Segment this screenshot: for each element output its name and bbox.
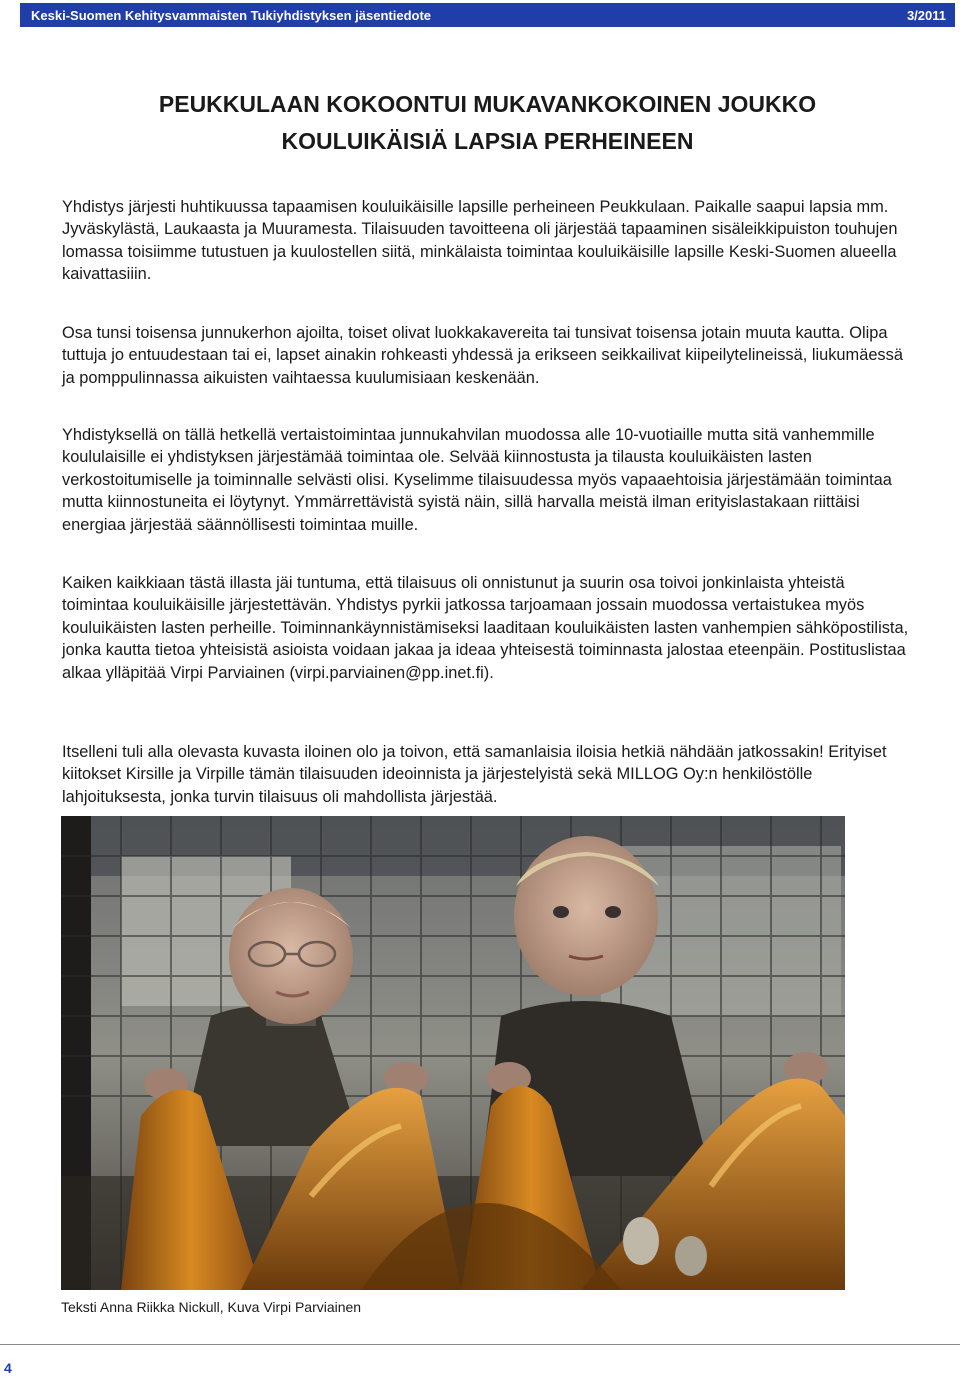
article-title-line-1: PEUKKULAAN KOKOONTUI MUKAVANKOKOINEN JOUKKO — [158, 91, 817, 117]
article-paragraph-5: Itselleni tuli alla olevasta kuvasta iloinen olo ja toivon, että samanlaisia iloisia hetkiä nähdään jatkossakin! Erityiset kiitokset Kirsille ja Virpille tämän tilaisuuden ideoinnista ja järjestelyistä sekä MILLOG Oy:n henkilöstölle lahjoituksesta, jonka turvin tilaisuus oli mahdollista järjestää. — [62, 743, 887, 806]
article-paragraph-4: Kaiken kaikkiaan tästä illasta jäi tuntuma, että tilaisuus oli onnistunut ja suurin osa toivoi jonkinlaista yhteistä toimintaa kouluikäisille järjestettävän. Yhdistys pyrkii jatkossa tarjoamaan jossain muodossa vertaistukea myös kouluikäisten lasten perheille. Toiminnankäynnistämiseksi laaditaan kouluikäisten lasten vanhempien sähköpostilista, jonka kautta tietoa yhteisistä asioista voidaan jakaa ja ideaa yhteisestä toiminnasta jalostaa eteenpäin. Postituslistaa alkaa ylläpitää Virpi Parviainen (virpi.parviainen@pp.inet.fi). — [62, 574, 909, 682]
article-photo — [61, 816, 845, 1290]
footer-divider — [0, 1344, 960, 1345]
page-number: 4 — [4, 1360, 12, 1376]
newsletter-header-bar — [20, 3, 955, 27]
article-paragraph-2: Osa tunsi toisensa junnukerhon ajoilta, toiset olivat luokkakavereita tai tunsivat toisensa jotain muuta kautta. Olipa tuttuja jo entuudestaan tai ei, lapset ainakin rohkeasti yhdessä ja erikseen seikkailivat kiipeilytelineissä, liukumäessä ja pomppulinnassa aikuisten vaihtaessa kuulumisiaan keskenään. — [62, 324, 903, 387]
issue-number: 3/2011 — [906, 7, 946, 23]
publication-name: Keski-Suomen Kehitysvammaisten Tukiyhdistyksen jäsentiedote — [31, 7, 432, 23]
photo-caption: Teksti Anna Riikka Nickull, Kuva Virpi Parviainen — [61, 1299, 362, 1315]
article-title — [60, 86, 915, 160]
article-paragraph-3: Yhdistyksellä on tällä hetkellä vertaistoimintaa junnukahvilan muodossa alle 10-vuotiaille mutta sitä vanhemmille koululaisille ei yhdistyksen järjestämää toimintaa ole. Selvää kiinnostusta ja tilausta kouluikäisten lasten verkostoitumiselle ja toiminnalle selvästi olisi. Kyselimme tilaisuudessa myös vapaaehtoisia järjestämään toimintaa mutta kiinnostuneita ei löytynyt. Ymmärrettävistä syistä näin, sillä harvalla meistä ilman erityislastakaan riittäisi energiaa järjestää säännöllisesti toimintaa muille. — [62, 426, 892, 534]
article-title-line-2: KOULUIKÄISIÄ LAPSIA PERHEINEEN — [281, 128, 694, 154]
article-paragraph-1: Yhdistys järjesti huhtikuussa tapaamisen kouluikäisille lapsille perheineen Peukkulaan. Paikalle saapui lapsia mm. Jyväskylästä, Laukaasta ja Muuramesta. Tilaisuuden tavoitteena oli järjestää tapaaminen sisäleikkipuiston touhujen lomassa toisiimme tutustuen ja kuulostellen siitä, minkälaista toimintaa kouluikäisille lapsille Keski-Suomen alueella kaivattasiiin. — [62, 198, 898, 284]
